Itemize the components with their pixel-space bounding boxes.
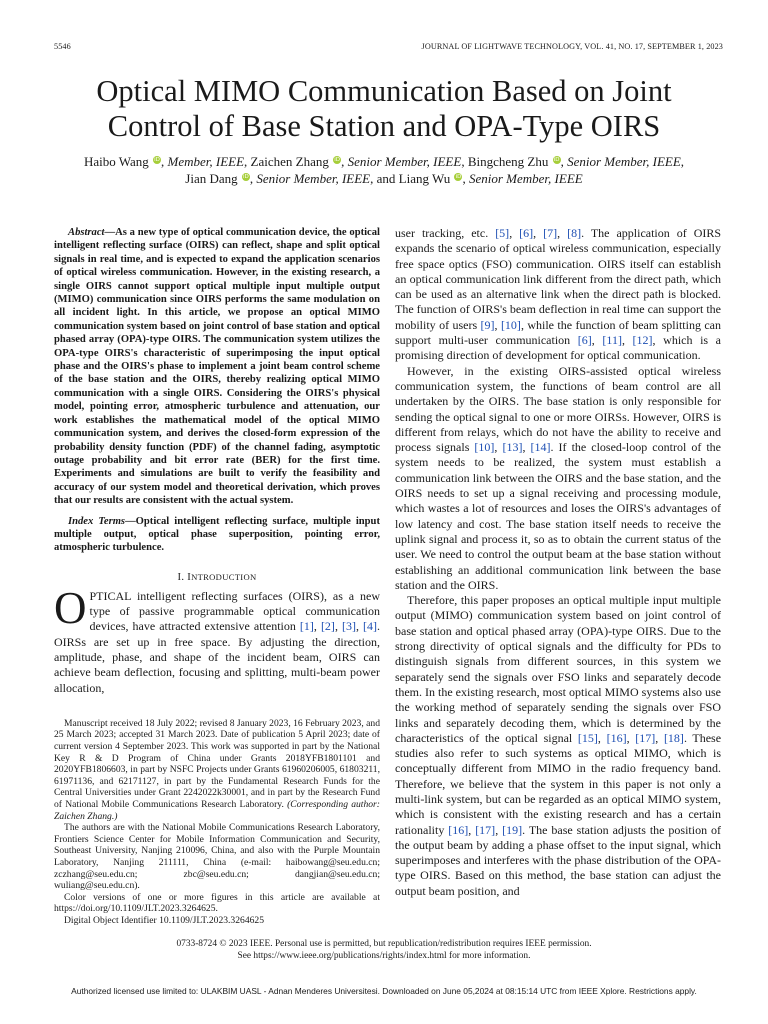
citation-link[interactable]: [12] [632,333,653,348]
orcid-icon[interactable]: iD [334,157,340,163]
citation-link[interactable]: [4] [363,619,377,634]
author-role: Senior Member, IEEE [468,171,583,186]
author-name: Liang Wu [398,171,451,186]
abstract-lead: Abstract [68,227,105,238]
citation-link[interactable]: [6] [519,226,534,240]
citation-link[interactable]: [19] [502,822,523,837]
copyright-notice [40,938,728,962]
citation-link[interactable]: [6] [577,333,592,348]
footnote-color-note: Color versions of one or more figures in this article are available at https://doi.org/10.1109/JLT.2023.3264625. [54,891,380,915]
section-initial: I [187,571,192,583]
author-list [40,153,728,187]
section-title-rest: NTRODUCTION [191,571,257,582]
intro-paragraph: OPTICAL intelligent reflecting surfaces (OIRS), as a new type of passive programmable optical communication devices, have attracted extensive attention [1], [2], [3], [4]. OIRSs are set up in free space. By adjusting the direction, amplitude, phase, and shape of the incident beam, OIRS can achieve beam deflection, focusing and splitting, multi-beam power allocation, [54,582,380,695]
citation-link[interactable]: [10] [500,317,521,332]
orcid-icon[interactable]: iD [553,157,560,163]
index-terms: Index Terms—Optical intelligent reflecting surface, multiple input multiple output, optical phase superposition, pointing error, atmospheric turbulence. [54,515,380,554]
right-column [395,226,721,899]
section-heading [54,572,380,583]
author-role: Senior Member, IEEE [567,154,681,169]
citation-link[interactable]: [10] [474,440,495,455]
citation-link[interactable]: [8] [567,226,582,240]
abstract-text: As a new type of optical communication device, the optical intelligent reflecting surface (OIRS) can reflect, shape and split optical signals in real time, and is expected to expand the application scenarios of optical wireless communication. However, in the existing research, a single OIRS cannot support optical multiple input multiple output (MIMO) communication since OIRS performs the same modulation on all incident light. In this article, we propose an optical MIMO communication system based on joint control of base station and optical phased array (OPA)-type OIRS. The communication system utilizes the OPA-type OIRS's characteristic of superimposing the input optical phase and the OIRS's phase to implement a joint beam control scheme of the base station and the OIRS, thereby realizing optical MIMO communication with a single OIRS. Considering the OIRS's physical model, pointing error, atmospheric turbulence and attenuation, our work establishes the mathematical model of the optical MIMO communication system, and derives the closed-form expression of the probability density function (PDF) of the channel fading, asymptotic outage probability and bit error rate (BER) for the first time. Experiments and simulations are built to verify the feasibility and accuracy of our system model and theoretical derivation, which proves that our results are consistent with the actual system. [54,227,380,507]
copyright-line-1: 0733-8724 © 2023 IEEE. Personal use is permitted, but republication/redistribution requires IEEE permission. [176,939,592,949]
author-role: Senior Member, IEEE [256,171,371,186]
citation-link[interactable]: [9] [480,317,495,332]
citation-link[interactable]: [15] [577,730,598,745]
corresponding-author: (Corresponding author: Zaichen Zhang.) [54,798,380,822]
copyright-line-2: See https://www.ieee.org/publications/rights/index.html for more information. [237,951,531,961]
footnote-doi: Digital Object Identifier 10.1109/JLT.2023.3264625 [64,914,265,926]
citation-link[interactable]: [13] [502,440,523,455]
index-terms-text: Optical intelligent reflecting surface, multiple input multiple output, optical phase superposition, pointing error, atmospheric turbulence. [54,515,380,554]
footnote [54,718,380,927]
footnote-manuscript: Manuscript received 18 July 2022; revised 8 January 2023, 16 February 2023, and 25 March 2023; accepted 31 March 2023. Date of publication 5 April 2023; date of current version 4 September 2023. This work was supported in part by the National Key R & D Program of China under Grants 2018YFB1801101 and 2020YFB1806603, in part by NSFC Projects under Grants 61960206005, 61803211, 61971136, and 62171127, in part by the Fundamental Research Funds for the Central Universities under Grant 2242022k30001, and in part by the Research Fund of National Mobile Communications Research Laboratory. (Corresponding author: Zaichen Zhang.) [54,717,380,822]
author-role: Member, IEEE [167,154,245,169]
intro-text [54,582,380,696]
download-notice: Authorized licensed use limited to: ULAKBIM UASL - Adnan Menderes Universitesi. Downloaded on June 05,2024 at 08:15:14 UTC from IEEE Xplore. Restrictions apply. [71,986,697,996]
drop-cap: O [54,582,87,633]
citation-link[interactable]: [17] [475,822,496,837]
index-terms-lead: Index Terms [68,515,126,527]
footnote-affiliation: The authors are with the National Mobile Communications Research Laboratory, Frontiers Science Center for Mobile Information Communication and Security, Southeast University, Nanjing 210096, China, and also with the Purple Mountain Laboratory, Nanjing 211111, China (e-mail: haibowang@seu.edu.cn; zczhang@seu.edu.cn; zbc@seu.edu.cn; dangjian@seu.edu.cn; wuliang@seu.edu.cn). [54,822,380,892]
citation-link[interactable]: [17] [635,730,656,745]
orcid-icon[interactable]: iD [455,174,462,180]
body-paragraph: Therefore, this paper proposes an optical multiple input multiple output (MIMO) communication system based on joint control of base station and optical phased array (OPA)-type OIRS. Due to the strong directivity of optical signals and the difficulty for PDs to distinguish signals from different sources, in this system we separately send the signals over FSO links and separately decode them. In the existing research, most optical MIMO systems also use the working method of separately sending the signals over FSO links and separately decoding them, which is determined by the characteristics of the optical signal [15], [16], [17], [18]. These studies also refer to such systems as optical MIMO, which is conceptually different from MIMO in the radio frequency band. Therefore, we believe that the system in this paper is not only a multi-link system, but can be regarded as an optical MIMO system, which is consistent with the existing research and has a certain rationality [16], [17], [19]. The base station adjusts the position of the output beam by adding a phase offset to the input signal, which superimposes and interferes with the phase distribution of the OPA-type OIRS. Based on this method, the base station can adjust the output beam position, and [395,593,722,898]
citation-link[interactable]: [11] [602,333,622,348]
paper-title [40,74,728,144]
abstract: Abstract—As a new type of optical communication device, the optical intelligent reflecting surface (OIRS) can reflect, shape and split optical signals in real time, and is expected to expand the application scenarios of optical wireless communication. However, in the existing research, a single OIRS cannot support optical multiple input multiple output (MIMO) communication since OIRS performs the same modulation on all incident light. In this article, we propose an optical MIMO communication system based on joint control of base station and optical phased array (OPA)-type OIRS. The communication system utilizes the OPA-type OIRS's characteristic of superimposing the input optical phase and the OIRS's phase to implement a joint beam control scheme of the base station and the OIRS, thereby realizing optical MIMO communication with a single OIRS. Considering the OIRS's physical model, pointing error, atmospheric turbulence and attenuation, our work establishes the mathematical model of the optical MIMO communication system, and derives the closed-form expression of the probability density function (PDF) of the channel fading, asymptotic outage probability and bit error rate (BER) for the first time. Experiments and simulations are built to verify the feasibility and accuracy of our system model and theoretical derivation, which proves that our results are consistent with the actual system. [54,227,380,507]
author-line-2: Jian Dang iD, Senior Member, IEEE, and Liang Wu iD, Senior Member, IEEE [185,171,583,186]
body-paragraph: However, in the existing OIRS-assisted optical wireless communication system, the functions of beam control are all undertaken by the OIRS. The base station is only responsible for sending the optical signal to one or more OIRSs. However, OIRS is different from relays, which do not have the ability to receive and process signals [10], [13], [14]. If the closed-loop control of the system needs to be realized, the system must establish a communication link between the OIRS and the base station, and the OIRS needs to set up a signal receiving and processing module, which wastes a lot of resources and loses the OIRS's advantages of low latency and cost. The base station itself needs to receive the uplink signal and process it, so as to obtain the current status of the user. We need to control the output beam at the base station without establishing an additional communication link between the base station and the OIRS. [395,363,722,592]
orcid-icon[interactable]: iD [243,174,249,180]
orcid-icon[interactable]: iD [154,157,160,163]
running-header [54,42,723,54]
citation-link[interactable]: [5] [495,226,510,240]
title-line-1: Optical MIMO Communication Based on Joint [96,74,672,108]
author-name: Jian Dang [185,171,238,186]
citation-link[interactable]: [18] [663,730,684,745]
citation-link[interactable]: [1] [299,619,314,634]
journal-name: JOURNAL OF LIGHTWAVE TECHNOLOGY, VOL. 41, NO. 17, SEPTEMBER 1, 2023 [421,42,723,51]
body-paragraph: user tracking, etc. [5], [6], [7], [8]. The application of OIRS expands the scenario of optical wireless communication, especially free space optics (FSO) communication. OIRS itself can establish an optical communication link different from the direct path, which can be used as an alternative link when the direct path is blocked. The function of OIRS's beam deflection in real time can support the mobility of users [9], [10], while the function of beam splitting can support multi-user communication [6], [11], [12], which is a promising direction of development for optical communication. [395,226,722,363]
page-number: 5546 [54,42,71,51]
citation-link[interactable]: [7] [543,226,558,240]
author-line-1: Haibo Wang iD, Member, IEEE, Zaichen Zhang iD, Senior Member, IEEE, Bingcheng Zhu iD, Senior Member, IEEE, [83,154,685,169]
author-name: Bingcheng Zhu [467,154,549,169]
citation-link[interactable]: [16] [448,822,469,837]
author-name: Haibo Wang [83,154,149,169]
citation-link[interactable]: [2] [320,619,335,634]
citation-link[interactable]: [3] [341,619,356,634]
title-line-2: Control of Base Station and OPA-Type OIRS [107,109,661,143]
author-name: Zaichen Zhang [250,154,329,169]
section-numeral: I. [177,571,185,583]
left-column [54,226,380,927]
citation-link[interactable]: [16] [606,730,627,745]
citation-link[interactable]: [14] [530,440,551,455]
author-role: Senior Member, IEEE [347,154,462,169]
author-conjunction: and [376,171,396,186]
